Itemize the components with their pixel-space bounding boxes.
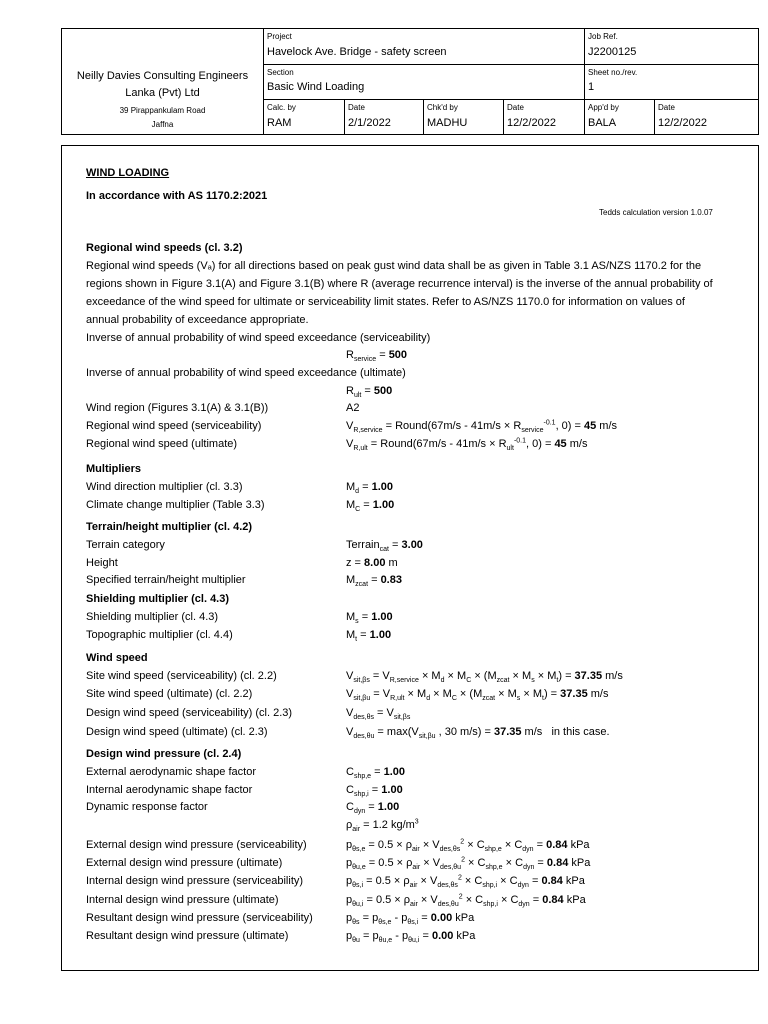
site-serv-label: Site wind speed (serviceability) (cl. 2.2): [86, 670, 277, 682]
specified-mult-value: 0.83: [380, 574, 402, 586]
calcby-cell: [264, 100, 344, 134]
date2-cell: [504, 100, 584, 134]
dynamic-response-value: 1.00: [377, 801, 400, 813]
pressure-heading: Design wind pressure (cl. 2.4): [86, 748, 242, 760]
design-ult-label: Design wind speed (ultimate) (cl. 2.3): [86, 726, 268, 738]
date3-cell: [655, 100, 759, 134]
design-ult-formula: $V_{des,\theta u} = \max(V_{sit,\beta u}$ , 30 m/s) = 37.35 m/s in this case.: [346, 726, 610, 741]
ext-pressure-ult-label: External design wind pressure (ultimate): [86, 857, 283, 869]
shielding-mult-label: Shielding multiplier (cl. 4.3): [86, 611, 219, 623]
section-label: Section: [267, 68, 294, 77]
multipliers-heading: Multipliers: [86, 463, 142, 475]
dynamic-response-formula: $C_{dyn} = 1.00$: [346, 801, 400, 816]
climate-mult-label: Climate change multiplier (Table 3.3): [86, 499, 265, 511]
ext-pressure-serv-formula: $p_{\theta s,e} = 0.5 \times \rho_{air} \times V_{des,\theta s}^2 \times C_{shp,e} \times C_{dyn} = 0.84$ kPa: [346, 838, 590, 854]
checked-by-value: MADHU: [427, 117, 468, 129]
ext-shape-formula: $C_{shp,e} = 1.00$: [346, 766, 406, 781]
approved-by-cell: [585, 100, 654, 134]
topographic-mult-label: Topographic multiplier (cl. 4.4): [86, 629, 233, 641]
company-address-line1: 39 Pirappankulam Road: [119, 106, 206, 115]
wind-region-value: A2: [346, 402, 360, 414]
company-name-line1: Neilly Davies Consulting Engineers: [76, 70, 249, 82]
int-pressure-ult-value: 0.84: [542, 894, 564, 906]
terrain-category-formula: Terrain$_{cat}$ = 3.00: [346, 539, 423, 554]
air-density-value: 1.2: [372, 819, 388, 831]
project-label: Project: [267, 32, 292, 41]
jobref-cell: [585, 29, 759, 64]
resultant-ult-label: Resultant design wind pressure (ultimate): [86, 930, 289, 942]
resultant-ult-value: 0.00: [431, 930, 454, 942]
regional-ult-label: Regional wind speed (ultimate): [86, 438, 238, 450]
design-serv-label: Design wind speed (serviceability) (cl. 2.3): [86, 707, 293, 719]
climate-mult-formula: $M_C = 1.00$: [346, 499, 395, 514]
date2-value: 12/2/2022: [507, 117, 556, 129]
int-pressure-serv-label: Internal design wind pressure (serviceability): [86, 875, 304, 887]
shielding-mult-formula: $M_s = 1.00$: [346, 611, 393, 626]
r-ult-value: 500: [373, 385, 393, 397]
inverse-serv-label: Inverse of annual probability of wind speed exceedance (serviceability): [86, 332, 431, 344]
site-serv-formula: $V_{sit,\beta s} = V_{R,service} \times M_d \times M_C \times (M_{zcat} \times M_s \times M_t) = 37.35$ m/s: [346, 670, 623, 685]
resultant-serv-value: 0.00: [430, 912, 453, 924]
int-pressure-serv-value: 0.84: [541, 875, 563, 887]
site-ult-formula: $V_{sit,\beta u} = V_{R,ult} \times M_d \times M_C \times (M_{zcat} \times M_s \times M_t) = 37.35$ m/s: [346, 688, 609, 703]
design-ult-value: 37.35: [493, 726, 522, 738]
terrain-heading: Terrain/height multiplier (cl. 4.2): [86, 521, 253, 533]
calcby-label: Calc. by: [267, 103, 296, 112]
project-cell: [264, 29, 584, 64]
int-shape-formula: $C_{shp,i} = 1.00$: [346, 784, 403, 799]
resultant-ult-formula: $p_{\theta u} = p_{\theta u,e} - p_{\theta u,i} = 0.00$ kPa: [346, 930, 476, 945]
tedds-version: Tedds calculation version 1.0.07: [599, 208, 713, 217]
climate-mult-value: 1.00: [372, 499, 395, 511]
topographic-mult-value: 1.00: [369, 629, 392, 641]
ext-pressure-serv-value: 0.84: [546, 839, 568, 851]
site-serv-value: 37.35: [574, 670, 603, 682]
date1-cell: [345, 100, 423, 134]
ext-pressure-serv-label: External design wind pressure (serviceability): [86, 839, 307, 851]
r-ult-formula: $R_{ult} = 500$: [346, 385, 393, 400]
section-cell: [264, 65, 584, 99]
height-formula: z = 8.00 m: [346, 557, 398, 569]
int-pressure-ult-formula: $p_{\theta u,i} = 0.5 \times \rho_{air} \times V_{des,\theta u}^2 \times C_{shp,i} \times C_{dyn} = 0.84$ kPa: [346, 893, 586, 909]
sheet-label: Sheet no./rev.: [588, 68, 638, 77]
date3-label: Date: [658, 103, 675, 112]
regional-serv-label: Regional wind speed (serviceability): [86, 420, 262, 432]
site-ult-label: Site wind speed (ultimate) (cl. 2.2): [86, 688, 253, 700]
height-value: 8.00: [364, 557, 386, 569]
ext-shape-value: 1.00: [383, 766, 406, 778]
ext-shape-label: External aerodynamic shape factor: [86, 766, 256, 778]
direction-mult-label: Wind direction multiplier (cl. 3.3): [86, 481, 243, 493]
date1-label: Date: [348, 103, 365, 112]
project-value: Havelock Ave. Bridge - safety screen: [267, 46, 447, 58]
height-label: Height: [86, 557, 118, 569]
air-density-formula: $\rho_{air} = 1.2$ $kg/m^3$: [346, 818, 419, 834]
specified-mult-formula: $M_{zcat} = 0.83$: [346, 574, 402, 589]
r-service-formula: $R_{service} = 500$: [346, 349, 408, 364]
terrain-category-value: 3.00: [401, 539, 423, 551]
date1-value: 2/1/2022: [348, 117, 391, 129]
title-block: [61, 28, 759, 135]
direction-mult-value: 1.00: [371, 481, 394, 493]
checked-by-label: Chk'd by: [427, 103, 458, 112]
accordance-line: In accordance with AS 1170.2:2021: [86, 190, 268, 202]
date2-label: Date: [507, 103, 524, 112]
resultant-serv-formula: $p_{\theta s} = p_{\theta s,e} - p_{\theta s,i} = 0.00$ kPa: [346, 912, 475, 927]
sheet-cell: [585, 65, 759, 99]
jobref-label: Job Ref.: [588, 32, 618, 41]
shielding-heading: Shielding multiplier (cl. 4.3): [86, 593, 230, 605]
int-pressure-ult-label: Internal design wind pressure (ultimate): [86, 894, 279, 906]
wind-speed-heading: Wind speed: [86, 652, 148, 664]
company-address-line2: Jaffna: [151, 120, 174, 129]
int-pressure-serv-formula: $p_{\theta s,i} = 0.5 \times \rho_{air} \times V_{des,\theta s}^2 \times C_{shp,i} \times C_{dyn} = 0.84$ kPa: [346, 874, 585, 890]
site-ult-value: 37.35: [560, 688, 588, 700]
wind-region-label: Wind region (Figures 3.1(A) & 3.1(B)): [86, 402, 269, 414]
specified-mult-label: Specified terrain/height multiplier: [86, 574, 246, 586]
ext-pressure-ult-value: 0.84: [546, 857, 569, 869]
company-name-line2: Lanka (Pvt) Ltd: [125, 87, 200, 99]
sheet-value: 1: [588, 81, 595, 93]
inverse-ult-label: Inverse of annual probability of wind speed exceedance (ultimate): [86, 367, 406, 379]
date3-value: 12/2/2022: [658, 117, 707, 129]
direction-mult-formula: $M_d = 1.00$: [346, 481, 394, 496]
regional-ult-value: 45: [554, 438, 567, 450]
int-shape-value: 1.00: [381, 784, 403, 796]
regional-heading: Regional wind speeds (cl. 3.2): [86, 242, 243, 254]
jobref-value: J2200125: [588, 46, 637, 58]
regional-paragraph: Regional wind speeds (Vₐ) for all directions based on peak gust wind data shall be as given in Table 3.1 AS/NZS 1170.2 for the regions shown in Figure 3.1(A) and Figure 3.1(B) where R (average recurrence interval) is the inverse of the annual probability of exceedance of the wind speed for ultimate or serviceability limit states. Refer to AS/NZS 1170.0 for information on values of annual probability of exceedance appropriate.: [86, 260, 713, 326]
int-shape-label: Internal aerodynamic shape factor: [86, 784, 253, 796]
checked-by-cell: [424, 100, 503, 134]
approved-by-value: BALA: [588, 117, 617, 129]
calcby-value: RAM: [267, 117, 292, 129]
regional-serv-value: 45: [584, 420, 597, 432]
terrain-category-label: Terrain category: [86, 539, 165, 551]
topographic-mult-formula: $M_t = 1.00$: [346, 629, 392, 644]
ext-pressure-ult-formula: $p_{\theta u,e} = 0.5 \times \rho_{air} \times V_{des,\theta u}^2 \times C_{shp,e} \times C_{dyn} = 0.84$ kPa: [346, 856, 591, 872]
resultant-serv-label: Resultant design wind pressure (serviceability): [86, 912, 313, 924]
approved-by-label: App'd by: [588, 103, 619, 112]
shielding-mult-value: 1.00: [371, 611, 393, 623]
r-service-value: 500: [388, 349, 408, 361]
design-serv-formula: $V_{des,\theta s} = V_{sit,\beta s}$: [346, 707, 411, 722]
regional-ult-formula: $V_{R,ult}$ = Round(67m/s - $41m/s \times R_{ult}^{-0.1}$, 0) = 45 m/s: [346, 437, 588, 453]
regional-serv-formula: $V_{R,service}$ = Round(67m/s - $41m/s \times R_{service}^{-0.1}$, 0) = 45 m/s: [346, 419, 618, 435]
section-value: Basic Wind Loading: [267, 81, 365, 93]
doc-title: WIND LOADING: [86, 167, 170, 179]
dynamic-response-label: Dynamic response factor: [86, 801, 208, 813]
